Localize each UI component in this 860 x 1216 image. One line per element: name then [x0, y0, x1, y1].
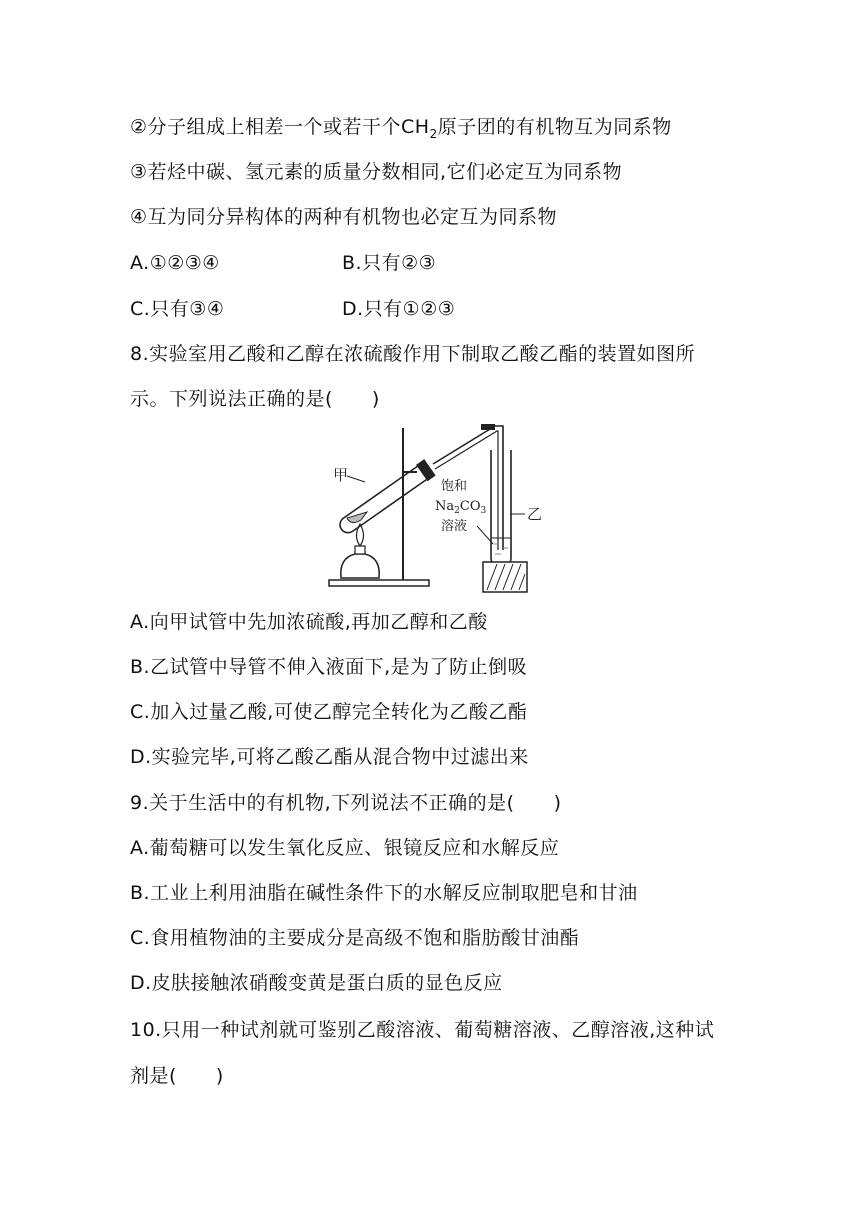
- q9-option-c: C.食用植物油的主要成分是高级不饱和脂肪酸甘油酯: [130, 927, 580, 949]
- label-co: CO: [459, 499, 481, 514]
- lamp-neck: [355, 546, 365, 554]
- q7-option-b: B.只有②③: [342, 252, 437, 274]
- stand-base: [329, 580, 429, 586]
- q10-stem-line2: 剂是( ): [130, 1065, 224, 1087]
- q8-option-d: D.实验完毕,可将乙酸乙酯从混合物中过滤出来: [130, 746, 529, 768]
- q8-option-c: C.加入过量乙酸,可使乙醇完全转化为乙酸乙酯: [130, 701, 528, 723]
- label-co-sub: 3: [480, 506, 487, 516]
- q9-option-a: A.葡萄糖可以发生氧化反应、银镜反应和水解反应: [130, 837, 560, 859]
- label-na: Na: [435, 499, 455, 514]
- statement-2-text-b: 原子团的有机物互为同系物: [437, 116, 672, 138]
- q8-option-a: A.向甲试管中先加浓硫酸,再加乙醇和乙酸: [130, 611, 488, 633]
- label-jia: 甲: [333, 466, 349, 484]
- label-na-sub: 2: [454, 506, 460, 516]
- label-rongye: 溶液: [441, 519, 468, 534]
- statement-2: [130, 115, 672, 139]
- test-tube-jia: [336, 459, 436, 537]
- apparatus-figure: [325, 420, 565, 596]
- q7-option-d: D.只有①②③: [342, 298, 456, 320]
- q8-stem-line1: 8.实验室用乙酸和乙醇在浓硫酸作用下制取乙酸乙酯的装置如图所: [130, 343, 696, 365]
- statement-3: ③若烃中碳、氢元素的质量分数相同,它们必定互为同系物: [130, 161, 623, 183]
- q10-stem-line1: 10.只用一种试剂就可鉴别乙酸溶液、葡萄糖溶液、乙醇溶液,这种试: [130, 1019, 715, 1041]
- label-na2co3: [435, 499, 486, 516]
- statement-4: ④互为同分异构体的两种有机物也必定互为同系物: [130, 206, 558, 228]
- q9-option-b: B.工业上利用油脂在碱性条件下的水解反应制取肥皂和甘油: [130, 882, 638, 904]
- alcohol-lamp: [341, 554, 379, 578]
- test-tube-yi: [491, 450, 511, 568]
- q9-option-d: D.皮肤接触浓硝酸变黄是蛋白质的显色反应: [130, 972, 503, 994]
- q7-option-c: C.只有③④: [130, 298, 225, 320]
- rubber-joint: [481, 424, 495, 430]
- q9-stem: 9.关于生活中的有机物,下列说法不正确的是( ): [130, 792, 562, 814]
- label-bao: 饱和: [441, 479, 468, 494]
- statement-2-text-a: ②分子组成上相差一个或若干个CH: [130, 116, 430, 138]
- q8-option-b: B.乙试管中导管不伸入液面下,是为了防止倒吸: [130, 656, 528, 678]
- q7-option-a: A.①②③④: [130, 252, 220, 274]
- q8-stem-line2: 示。下列说法正确的是( ): [130, 388, 380, 410]
- label-yi: 乙: [527, 505, 543, 523]
- statement-2-subscript: 2: [429, 126, 438, 141]
- label-jia-leader: [347, 476, 365, 482]
